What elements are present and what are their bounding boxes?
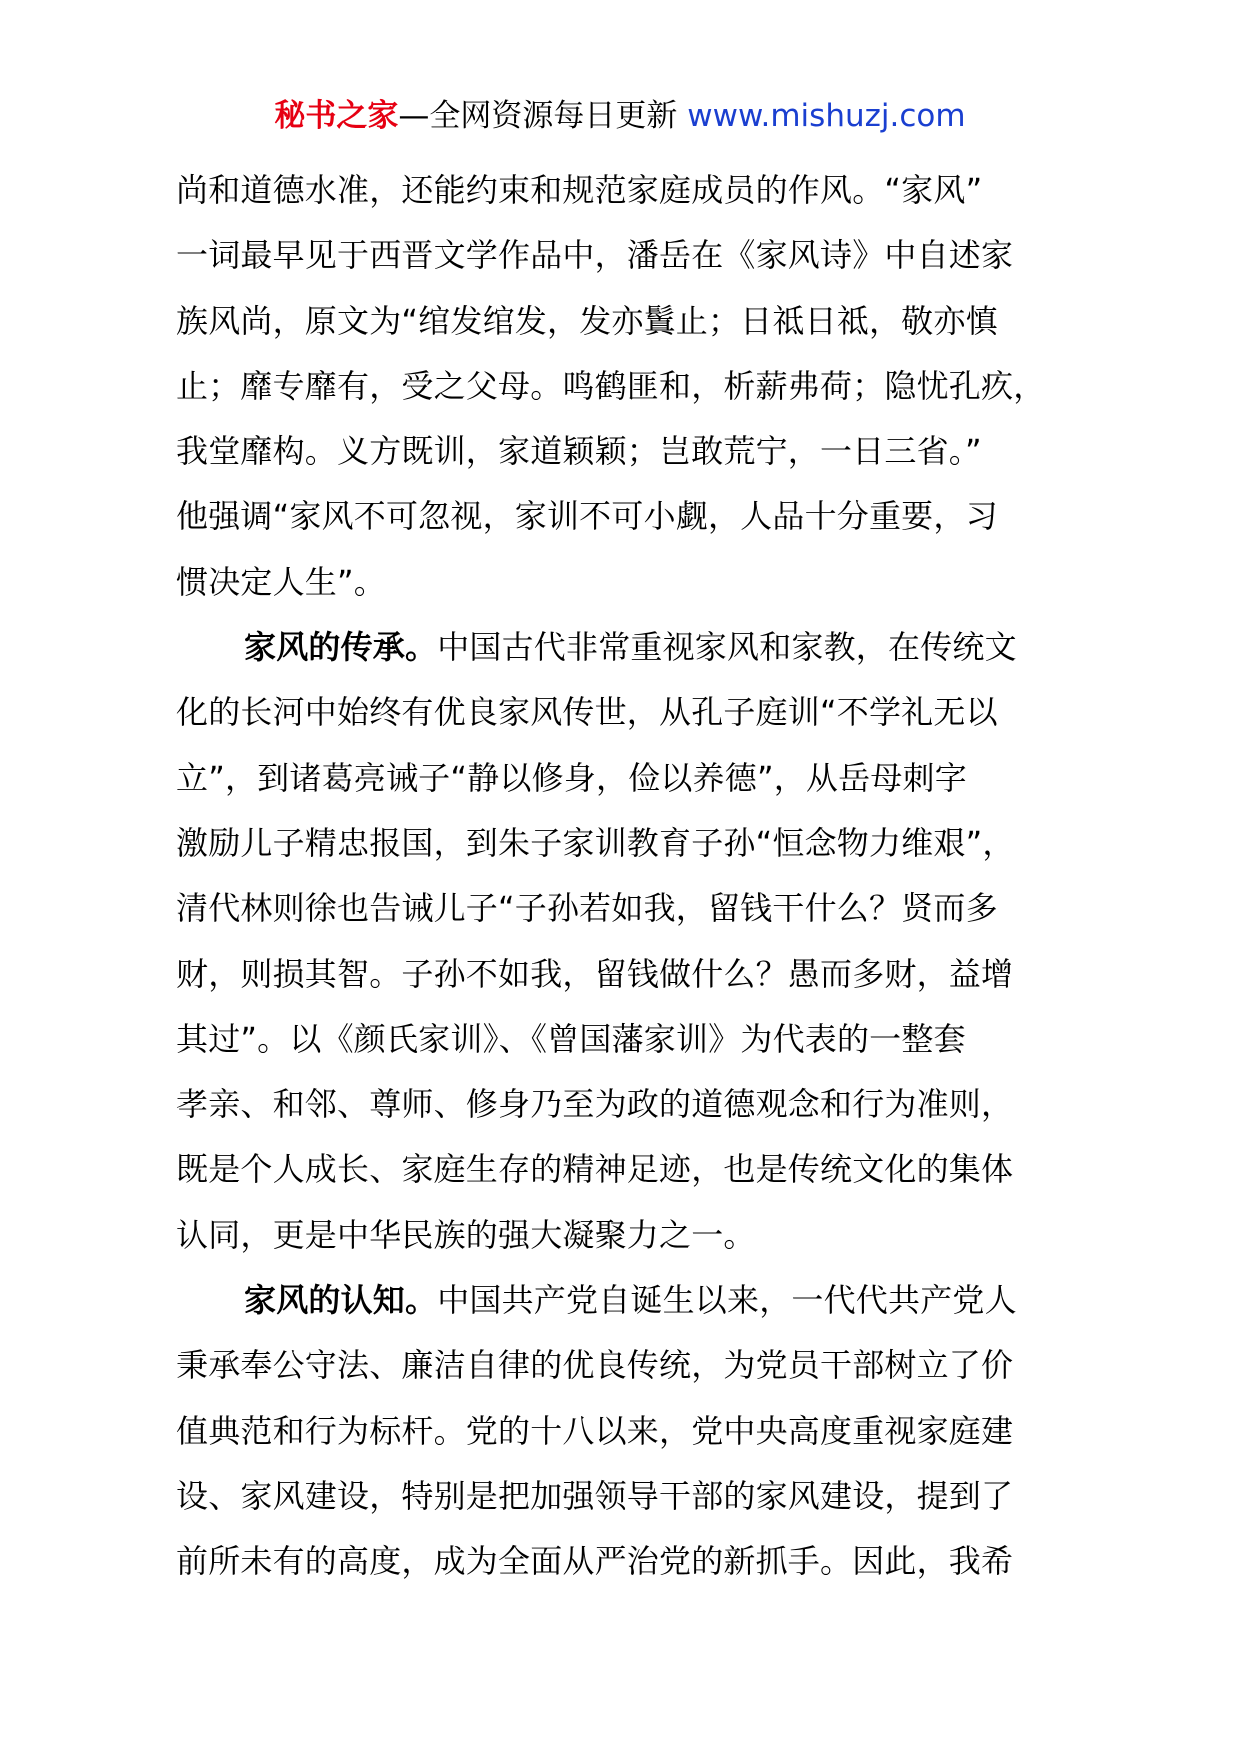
text-line: 立”，到诸葛亮诫子“静以修身，俭以养德”，从岳母刺字: [176, 758, 967, 797]
text-line: 他强调“家风不可忽视，家训不可小觑，人品十分重要，习: [176, 497, 998, 536]
text-line: 秉承奉公守法、廉洁自律的优良传统，为党员干部树立了价: [176, 1346, 1014, 1385]
text-line: 族风尚，原文为“绾发绾发，发亦鬒止；日祗日祗，敬亦慎: [176, 301, 998, 340]
text-line: 化的长河中始终有优良家风传世，从孔子庭训“不学礼无以: [176, 693, 998, 732]
site-brand: 秘书之家: [274, 98, 399, 134]
section-heading: 家风的传承。: [244, 628, 438, 667]
text-line: 前所未有的高度，成为全面从严治党的新抓手。因此，我希: [176, 1542, 1014, 1581]
text-line: 惯决定人生”。: [176, 562, 386, 601]
site-header: [0, 96, 1240, 136]
text-line: 值典范和行为标杆。党的十八以来，党中央高度重视家庭建: [176, 1411, 1014, 1450]
text-line: 尚和道德水准，还能约束和规范家庭成员的作风。“家风”: [176, 171, 983, 209]
section-heading-line: 家风的认知。中国共产党自诞生以来，一代代共产党人: [244, 1281, 1017, 1320]
text-line: 孝亲、和邻、尊师、修身乃至为政的道德观念和行为准则，: [176, 1085, 1014, 1124]
text-line: 清代林则徐也告诫儿子“子孙若如我，留钱干什么？贤而多: [176, 889, 998, 928]
section-heading: 家风的认知。: [244, 1281, 438, 1320]
text-line: 设、家风建设，特别是把加强领导干部的家风建设，提到了: [176, 1476, 1014, 1515]
text-line: 财，则损其智。子孙不如我，留钱做什么？愚而多财，益增: [176, 954, 1014, 993]
document-body: [176, 158, 1096, 1595]
site-url-link[interactable]: www.mishuzj.com: [687, 98, 966, 134]
section-heading-line: 家风的传承。中国古代非常重视家风和家教，在传统文: [244, 628, 1017, 667]
text-line: 其过”。以《颜氏家训》、《曾国藩家训》为代表的一整套: [176, 1019, 966, 1058]
text-line: 一词最早见于西晋文学作品中，潘岳在《家风诗》中自述家: [176, 236, 1014, 275]
text-line: 激励儿子精忠报国，到朱子家训教育子孙“恒念物力维艰”，: [176, 823, 1015, 862]
text-line: 既是个人成长、家庭生存的精神足迹，也是传统文化的集体: [176, 1150, 1014, 1189]
text-line: 我堂靡构。义方既训，家道颖颖；岂敢荒宁，一日三省。”: [176, 432, 982, 471]
text-line: 认同，更是中华民族的强大凝聚力之一。: [176, 1215, 756, 1254]
site-tagline: —全网资源每日更新: [398, 98, 678, 134]
text-line: 止；靡专靡有，受之父母。鸣鹤匪和，析薪弗荷；隐忧孔疚，: [176, 366, 1046, 405]
